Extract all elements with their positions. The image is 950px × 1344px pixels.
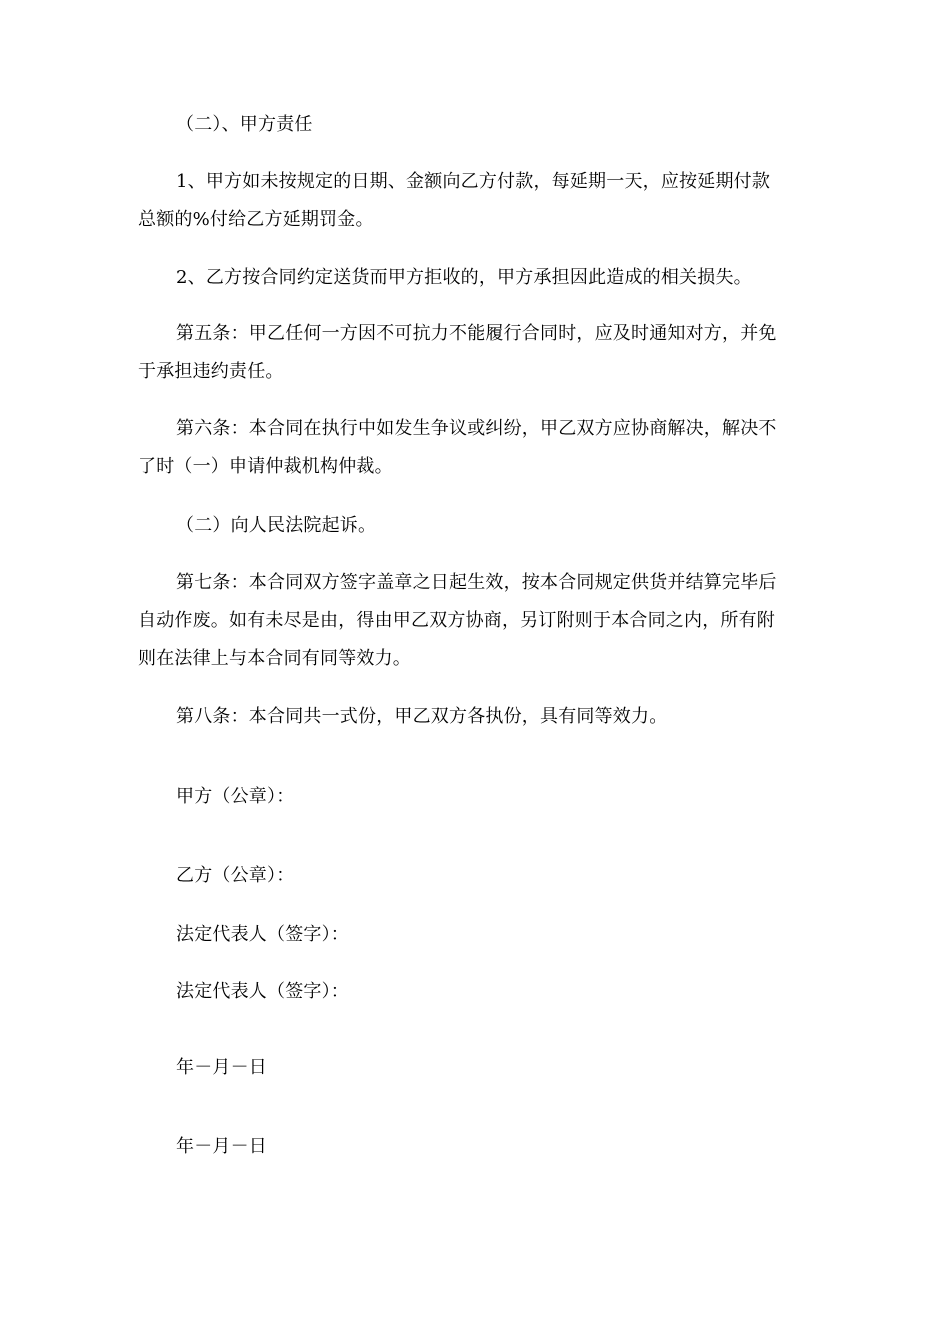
article-7-line-2: 自动作废。如有未尽是由，得由甲乙双方协商，另订附则于本合同之内，所有附 [138, 610, 775, 631]
representative-b-label: 法定代表人（签字）： [176, 981, 349, 1002]
clause-1-line-2: 总额的%付给乙方延期罚金。 [138, 209, 374, 230]
section-heading-text: （二）、甲方责任 [176, 114, 313, 135]
article-6-line-2: 了时（一）申请仲裁机构仲裁。 [138, 456, 393, 477]
article-8-text: 第八条：本合同共一式份，甲乙双方各执份，具有同等效力。 [176, 706, 668, 727]
clause-2 [138, 259, 828, 297]
article-5-line-1: 第五条：甲乙任何一方因不可抗力不能履行合同时，应及时通知对方，并免 [176, 323, 777, 344]
article-7-line-1: 第七条：本合同双方签字盖章之日起生效，按本合同规定供货并结算完毕后 [176, 572, 777, 593]
party-b-seal [138, 857, 828, 895]
date-a-label: 年－月－日 [176, 1057, 267, 1078]
clause-2-text: 2、乙方按合同约定送货而甲方拒收的，甲方承担因此造成的相关损失。 [176, 267, 752, 288]
clause-1 [138, 163, 828, 239]
article-7-line-3: 则在法律上与本合同有同等效力。 [138, 648, 411, 669]
article-8 [138, 698, 828, 736]
article-5 [138, 315, 828, 391]
representative-b [138, 973, 828, 1011]
article-6-option-2-text: （二）向人民法院起诉。 [176, 515, 377, 536]
section-heading [138, 106, 828, 144]
article-6-line-1: 第六条：本合同在执行中如发生争议或纠纷，甲乙双方应协商解决，解决不 [176, 418, 777, 439]
representative-a [138, 916, 828, 954]
party-a-seal-label: 甲方（公章）： [176, 786, 295, 807]
party-a-seal [138, 778, 828, 816]
date-b [138, 1128, 828, 1166]
date-a [138, 1049, 828, 1087]
article-6 [138, 410, 828, 486]
article-5-line-2: 于承担违约责任。 [138, 361, 284, 382]
clause-1-line-1: 1、甲方如未按规定的日期、金额向乙方付款，每延期一天，应按延期付款 [176, 171, 771, 192]
party-b-seal-label: 乙方（公章）： [176, 865, 295, 886]
representative-a-label: 法定代表人（签字）： [176, 924, 349, 945]
article-6-option-2 [138, 507, 828, 545]
article-7 [138, 564, 828, 678]
date-b-label: 年－月－日 [176, 1136, 267, 1157]
